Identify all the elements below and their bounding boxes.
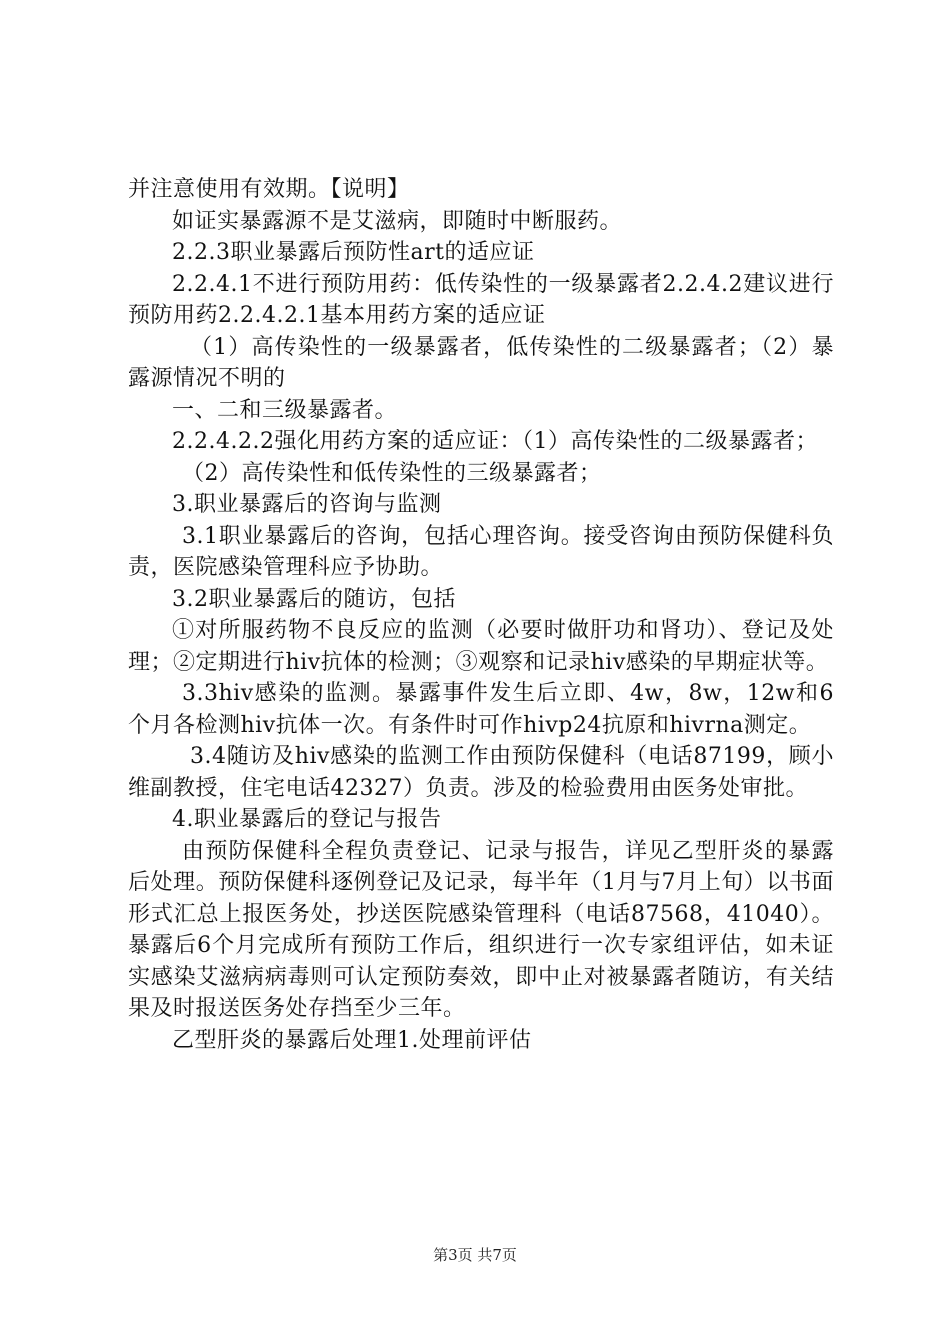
paragraph: 乙型肝炎的暴露后处理1.处理前评估 [172,1027,532,1053]
document-body [128,174,834,1056]
paragraph: 并注意使用有效期。【说明】 [128,177,410,202]
paragraph: 2.2.3职业暴露后预防性art的适应证 [172,240,535,265]
paragraph: 3.4随访及hiv感染的监测工作由预防保健科（电话87199，顾小维副教授，住宅电话42327）负责。涉及的检验费用由医务处审批。 [128,744,834,801]
paragraph: （1）高传染性的一级暴露者，低传染性的二级暴露者；（2）暴露源情况不明的 [128,334,834,391]
paragraph: 2.2.4.1不进行预防用药：低传染性的一级暴露者2.2.4.2建议进行预防用药2.2.4.2.1基本用药方案的适应证 [128,271,834,328]
paragraph: 如证实暴露源不是艾滋病，即随时中断服药。 [172,208,623,234]
section-heading: 3.职业暴露后的咨询与监测 [172,492,442,517]
paragraph: 3.1职业暴露后的咨询，包括心理咨询。接受咨询由预防保健科负责，医院感染管理科应予协助。 [128,523,834,580]
paragraph: 2.2.4.2.2强化用药方案的适应证：（1）高传染性的二级暴露者； [172,429,818,454]
page-number: 第3页 共7页 [433,1246,517,1264]
paragraph: （2）高传染性和低传染性的三级暴露者； [182,460,602,486]
paragraph: 由预防保健科全程负责登记、记录与报告，详见乙型肝炎的暴露后处理。预防保健科逐例登记及记录，每半年（1月与7月上旬）以书面形式汇总上报医务处，抄送医院感染管理科（电话87568，41040）。暴露后6个月完成所有预防工作后，组织进行一次专家组评估，如未证实感染艾滋病病毒则可认定预防奏效，即中止对被暴露者随访，有关结果及时报送医务处存挡至少三年。 [128,838,834,1021]
section-heading: 4.职业暴露后的登记与报告 [172,807,442,832]
paragraph: 3.2职业暴露后的随访，包括 [172,586,456,612]
paragraph: 3.3hiv感染的监测。暴露事件发生后立即、4w，8w，12w和6个月各检测hiv抗体一次。有条件时可作hivp24抗原和hivrna测定。 [128,681,834,738]
paragraph: 一、二和三级暴露者。 [172,397,398,423]
page-footer [0,1244,950,1265]
paragraph: ①对所服药物不良反应的监测（必要时做肝功和肾功）、登记及处理；②定期进行hiv抗体的检测；③观察和记录hiv感染的早期症状等。 [128,618,834,675]
